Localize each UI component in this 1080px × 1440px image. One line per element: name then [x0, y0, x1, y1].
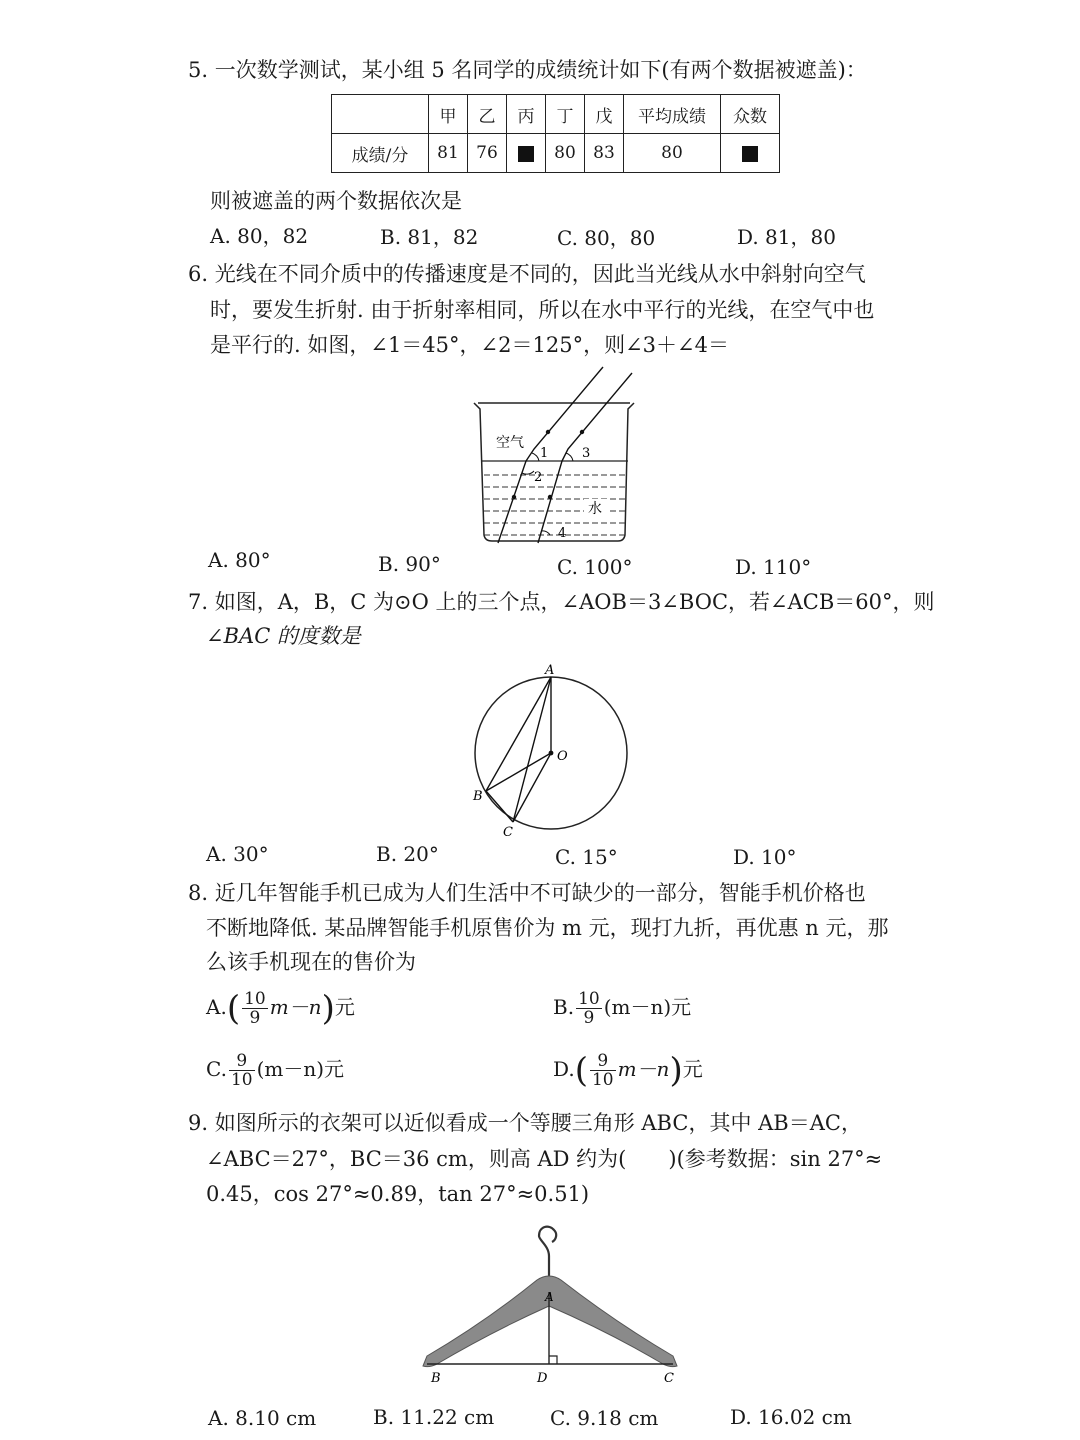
angle-4-arc — [542, 531, 550, 535]
fraction-10-9: $\frac{10}{9}$ — [578, 989, 600, 1028]
angle-3-arc — [566, 453, 573, 461]
ray-arrow-dot — [546, 430, 550, 434]
hanger-hook-icon — [539, 1227, 556, 1280]
q7-line-1: 7. 如图，A，B，C 为⊙O 上的三个点，∠AOB＝3∠BOC，若∠ACB＝60°，则 — [188, 590, 935, 614]
table-cell: 80 — [624, 134, 721, 173]
option-label: D. — [553, 1057, 575, 1081]
label-angle-2: 2 — [534, 470, 543, 485]
label-angle-3: 3 — [582, 446, 591, 461]
table-header-cell: 丙 — [507, 95, 546, 134]
hanger-figure — [415, 1222, 690, 1390]
q7-option-a[interactable]: A. 30° — [206, 842, 269, 866]
ray-arrow-dot — [580, 430, 584, 434]
covered-block — [742, 146, 758, 162]
score-table — [331, 94, 780, 173]
option-label: B. — [553, 995, 575, 1019]
q5-stem: 5. 一次数学测试，某小组 5 名同学的成绩统计如下(有两个数据被遮盖)： — [188, 58, 867, 82]
label-water: 水 — [588, 501, 602, 517]
q6-line-3: 是平行的. 如图，∠1＝45°，∠2＝125°，则∠3＋∠4＝ — [210, 333, 729, 357]
angle-1-arc — [532, 453, 539, 461]
q8-line-2: 不断地降低. 某品牌智能手机原售价为 m 元，现打九折，再优惠 n 元，那 — [206, 916, 889, 940]
q7-option-d[interactable]: D. 10° — [733, 845, 797, 869]
table-header-cell — [332, 95, 429, 134]
q7-option-c[interactable]: C. 15° — [555, 845, 618, 869]
covered-block — [518, 146, 534, 162]
table-header-row — [332, 95, 780, 134]
circle-figure — [465, 660, 640, 840]
table-cell: 76 — [468, 134, 507, 173]
q9-line-2: ∠ABC＝27°，BC＝36 cm，则高 AD 约为( )(参考数据：sin 27°≈ — [206, 1147, 883, 1171]
q7-option-b[interactable]: B. 20° — [376, 842, 439, 866]
segment-ab — [486, 677, 551, 791]
center-dot — [549, 751, 554, 756]
q6-option-a[interactable]: A. 80° — [208, 548, 271, 572]
label-b: B — [431, 1371, 441, 1386]
label-b: B — [473, 789, 483, 804]
table-cell-covered — [507, 134, 546, 173]
table-header-cell: 丁 — [546, 95, 585, 134]
right-angle-mark — [549, 1356, 557, 1364]
table-header-cell: 甲 — [429, 95, 468, 134]
label-a: A — [545, 663, 555, 678]
q6-line-1: 6. 光线在不同介质中的传播速度是不同的，因此当光线从水中斜射向空气 — [188, 262, 866, 286]
q5-option-d[interactable]: D. 81，80 — [737, 225, 836, 249]
q8-option-b[interactable]: B. $\frac{10}{9}$ (m－n)元 — [553, 989, 692, 1028]
fraction-9-10: $\frac{9}{10}$ — [230, 1051, 253, 1090]
table-header-cell: 乙 — [468, 95, 507, 134]
table-header-cell: 戊 — [585, 95, 624, 134]
table-cell-covered — [721, 134, 780, 173]
table-header-cell: 平均成绩 — [624, 95, 721, 134]
table-row — [332, 134, 780, 173]
q6-option-c[interactable]: C. 100° — [557, 555, 633, 579]
label-d: D — [537, 1371, 548, 1386]
table-cell: 80 — [546, 134, 585, 173]
label-c: C — [503, 825, 513, 840]
q5-option-c[interactable]: C. 80，80 — [557, 226, 656, 250]
ray-arrow-dot — [548, 495, 552, 499]
q6-option-d[interactable]: D. 110° — [735, 555, 812, 579]
table-header-cell: 众数 — [721, 95, 780, 134]
label-a: A — [545, 1290, 554, 1304]
segment-ac — [513, 677, 551, 822]
angle-2-arc — [522, 471, 534, 474]
label-c: C — [664, 1371, 674, 1386]
option-label: A. — [206, 995, 227, 1019]
q8-line-1: 8. 近几年智能手机已成为人们生活中不可缺少的一部分，智能手机价格也 — [188, 881, 866, 905]
q9-option-b[interactable]: B. 11.22 cm — [373, 1405, 495, 1429]
q5-option-b[interactable]: B. 81，82 — [380, 225, 479, 249]
option-label: C. — [206, 1057, 227, 1081]
q8-line-3: 么该手机现在的售价为 — [206, 950, 416, 974]
beaker-outline — [474, 403, 634, 541]
q8-option-a[interactable]: A.( $\frac{10}{9}$ m－n)元 — [206, 988, 355, 1029]
q7-line-2: ∠BAC 的度数是 — [206, 624, 361, 648]
q9-line-3: 0.45，cos 27°≈0.89，tan 27°≈0.51) — [206, 1182, 590, 1206]
q9-option-d[interactable]: D. 16.02 cm — [730, 1405, 852, 1429]
q8-option-c[interactable]: C. $\frac{9}{10}$ (m－n)元 — [206, 1051, 345, 1090]
q6-option-b[interactable]: B. 90° — [378, 552, 441, 576]
q5-after: 则被遮盖的两个数据依次是 — [210, 189, 462, 213]
q9-option-a[interactable]: A. 8.10 cm — [208, 1406, 317, 1430]
fraction-10-9: $\frac{10}{9}$ — [244, 989, 266, 1028]
q5-option-a[interactable]: A. 80，82 — [210, 224, 309, 248]
table-row-label: 成绩/分 — [332, 134, 429, 173]
q9-line-1: 9. 如图所示的衣架可以近似看成一个等腰三角形 ABC，其中 AB＝AC， — [188, 1111, 862, 1135]
table-cell: 83 — [585, 134, 624, 173]
q8-option-d[interactable]: D.( $\frac{9}{10}$ m－n)元 — [553, 1050, 703, 1091]
label-angle-1: 1 — [540, 446, 549, 461]
q6-line-2: 时，要发生折射. 由于折射率相同，所以在水中平行的光线，在空气中也 — [210, 298, 875, 322]
table-cell: 81 — [429, 134, 468, 173]
ray-arrow-dot — [512, 495, 516, 499]
fraction-9-10: $\frac{9}{10}$ — [591, 1051, 614, 1090]
q9-option-c[interactable]: C. 9.18 cm — [550, 1406, 659, 1430]
label-air: 空气 — [496, 435, 524, 451]
segment-bc — [486, 791, 513, 822]
label-angle-4: 4 — [558, 526, 567, 541]
beaker-figure — [470, 365, 640, 545]
label-o: O — [557, 749, 568, 764]
